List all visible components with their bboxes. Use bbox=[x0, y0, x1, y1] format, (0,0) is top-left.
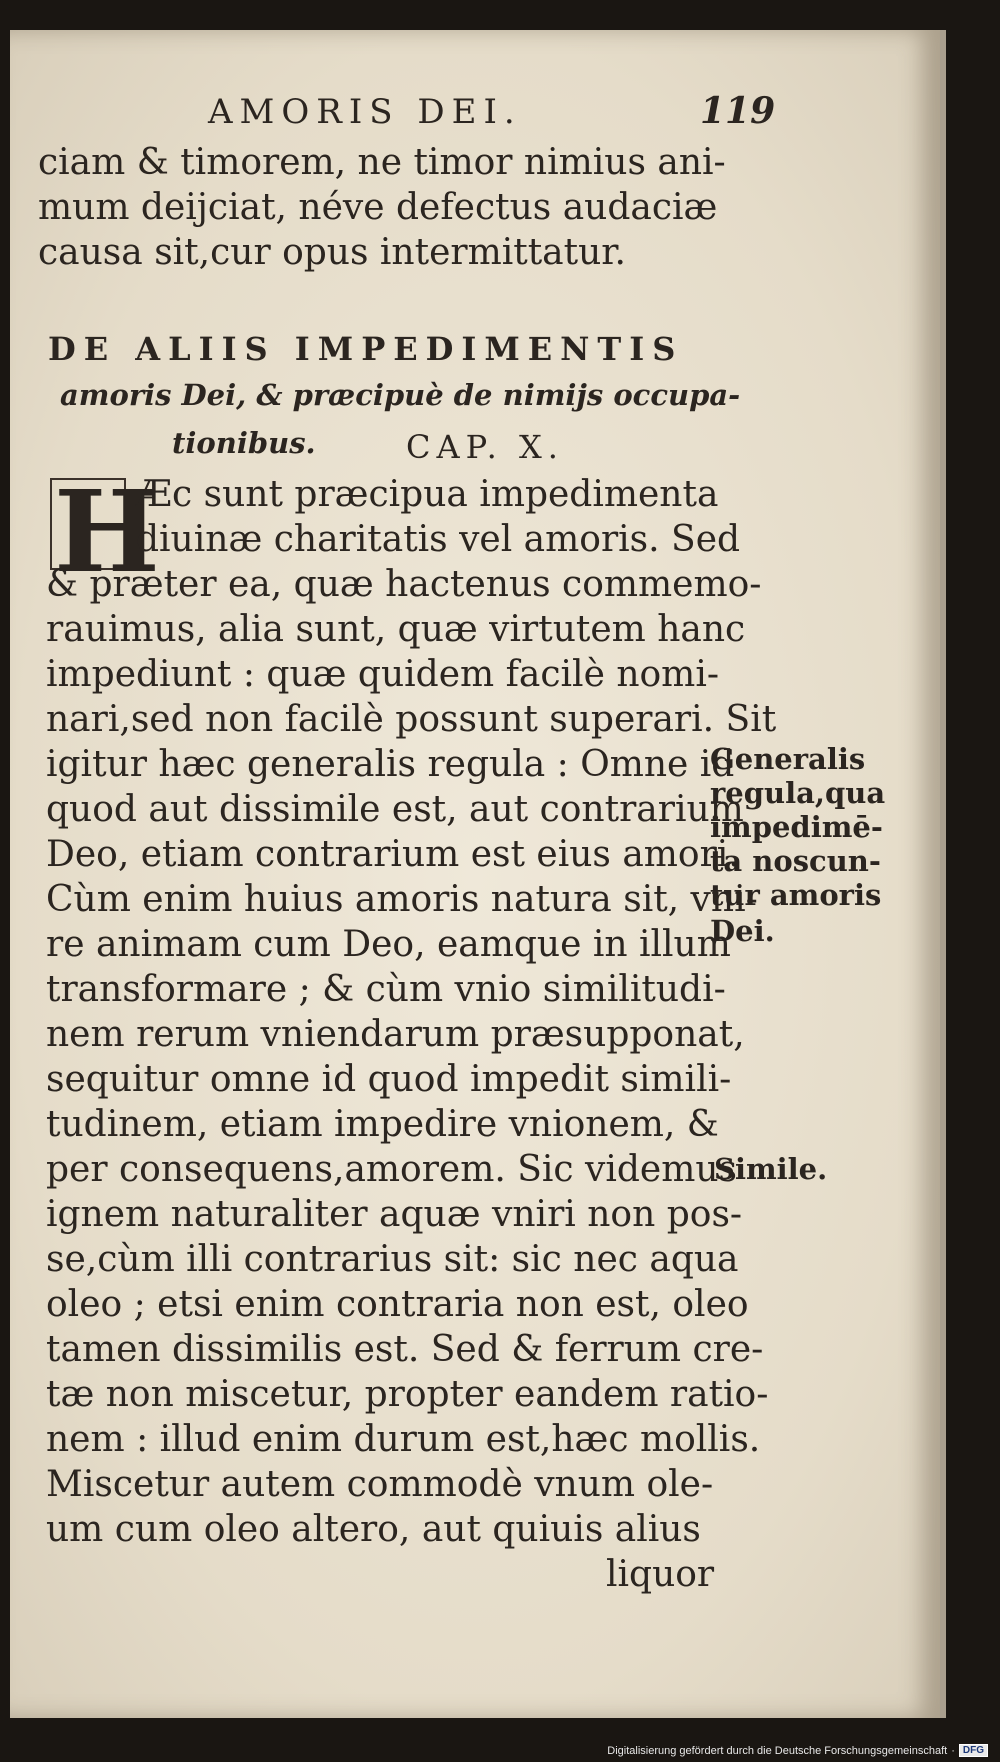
text-line: nem rerum vniendarum præsupponat, bbox=[46, 1014, 745, 1055]
text-line: se,cùm illi contrarius sit: sic nec aqua bbox=[46, 1239, 739, 1280]
text-line: nari,sed non facilè possunt superari. Sit bbox=[46, 699, 777, 740]
text-line: igitur hæc generalis regula : Omne id bbox=[46, 744, 735, 785]
chapter-number: CAP. X. bbox=[406, 428, 564, 466]
margin-note-generalis: Dei. bbox=[710, 914, 775, 948]
text-line: tæ non miscetur, propter eandem ratio- bbox=[46, 1374, 769, 1415]
chapter-subheading-cont: tionibus. bbox=[172, 426, 316, 460]
text-line: mum deijciat, néve defectus audaciæ bbox=[38, 187, 718, 228]
text-line: & præter ea, quæ hactenus commemo- bbox=[46, 564, 762, 605]
text-line: nem : illud enim durum est,hæc mollis. bbox=[46, 1419, 761, 1460]
text-line: rauimus, alia sunt, quæ virtutem hanc bbox=[46, 609, 746, 650]
text-line: diuinæ charitatis vel amoris. Sed bbox=[136, 519, 741, 560]
margin-note-simile: Simile. bbox=[714, 1152, 828, 1186]
text-line: transformare ; & cùm vnio similitudi- bbox=[46, 969, 726, 1010]
dfg-logo: DFG bbox=[959, 1744, 988, 1757]
digitization-credit: Digitalisierung gefördert durch die Deutsche Forschungsgemeinschaft · DFG bbox=[607, 1744, 988, 1757]
text-line: per consequens,amorem. Sic videmus bbox=[46, 1149, 738, 1190]
credit-text: Digitalisierung gefördert durch die Deutsche Forschungsgemeinschaft bbox=[607, 1744, 948, 1757]
running-head: AMORIS DEI. bbox=[208, 92, 522, 132]
margin-note-generalis: ta noscun- bbox=[710, 844, 881, 878]
text-line: impediunt : quæ quidem facilè nomi- bbox=[46, 654, 719, 695]
text-line: tudinem, etiam impedire vnionem, & bbox=[46, 1104, 719, 1145]
text-line: Cùm enim huius amoris natura sit, vni- bbox=[46, 879, 758, 920]
chapter-heading: DE ALIIS IMPEDIMENTIS bbox=[48, 330, 684, 368]
text-line: sequitur omne id quod impedit simili- bbox=[46, 1059, 732, 1100]
page-number: 119 bbox=[700, 90, 776, 132]
text-line: tamen dissimilis est. Sed & ferrum cre- bbox=[46, 1329, 764, 1370]
margin-note-generalis: Generalis bbox=[710, 742, 866, 776]
margin-note-generalis: tur amoris bbox=[710, 878, 882, 912]
book-page bbox=[10, 30, 946, 1718]
text-line: re animam cum Deo, eamque in illum bbox=[46, 924, 731, 965]
text-line: quod aut dissimile est, aut contrarium bbox=[46, 789, 744, 830]
text-line: oleo ; etsi enim contraria non est, oleo bbox=[46, 1284, 749, 1325]
margin-note-generalis: impedimē- bbox=[710, 810, 883, 844]
text-line: Miscetur autem commodè vnum ole- bbox=[46, 1464, 714, 1505]
text-line: Deo, etiam contrarium est eius amori. bbox=[46, 834, 740, 875]
drop-cap: H bbox=[50, 478, 126, 570]
text-line: Æc sunt præcipua impedimenta bbox=[136, 474, 719, 515]
margin-note-generalis: regula,qua bbox=[710, 776, 886, 810]
text-line: ignem naturaliter aquæ vniri non pos- bbox=[46, 1194, 743, 1235]
chapter-subheading: amoris Dei, & præcipuè de nimijs occupa- bbox=[60, 378, 741, 412]
catchword: liquor bbox=[606, 1554, 715, 1595]
text-line: causa sit,cur opus intermittatur. bbox=[38, 232, 626, 273]
text-line: um cum oleo altero, aut quiuis alius bbox=[46, 1509, 701, 1550]
text-line: ciam & timorem, ne timor nimius ani- bbox=[38, 142, 726, 183]
